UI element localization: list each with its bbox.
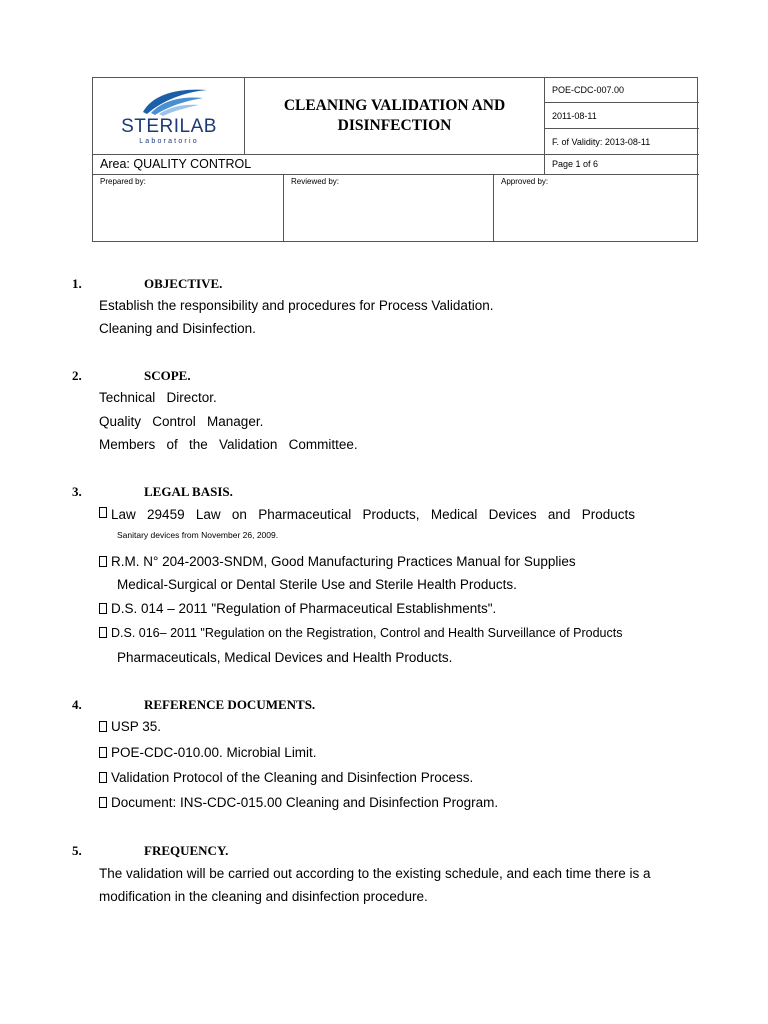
objective-line: Establish the responsibility and procedures for Process Validation. (99, 298, 494, 313)
legal-item-subnote: Sanitary devices from November 26, 2009. (117, 530, 279, 540)
validity-date: F. of Validity: 2013-08-11 (552, 136, 651, 147)
section-title-legal-basis: LEGAL BASIS. (144, 484, 233, 499)
prepared-by-cell: Prepared by: (93, 175, 284, 241)
checkbox-bullet-icon (99, 797, 107, 808)
scope-line: Quality Control Manager. (99, 414, 264, 429)
legal-item (99, 626, 622, 640)
legal-item (99, 601, 496, 616)
reference-item-text: POE-CDC-010.00. Microbial Limit. (111, 745, 317, 760)
reference-item (99, 719, 161, 734)
reference-item (99, 795, 498, 810)
title-line-1: CLEANING VALIDATION AND (283, 97, 506, 114)
legal-item (99, 554, 576, 569)
page-number: Page 1 of 6 (552, 159, 599, 169)
checkbox-bullet-icon (99, 721, 107, 732)
section-title-frequency: FREQUENCY. (144, 843, 229, 858)
scope-line: Technical Director. (99, 390, 217, 405)
section-number: 4. (72, 697, 82, 712)
section-title-objective: OBJECTIVE. (144, 276, 223, 291)
section-title-scope: SCOPE. (144, 368, 191, 383)
frequency-line: modification in the cleaning and disinfection procedure. (99, 889, 428, 904)
legal-item-text: D.S. 016– 2011 "Regulation on the Registration, Control and Health Surveillance of Products (111, 626, 623, 640)
legal-item-text: R.M. N° 204-2003-SNDM, Good Manufacturing Practices Manual for Supplies (111, 554, 576, 569)
objective-line: Cleaning and Disinfection. (99, 321, 256, 336)
legal-item-continuation: Medical-Surgical or Dental Sterile Use and Sterile Health Products. (117, 577, 517, 592)
section-number: 5. (72, 843, 82, 858)
checkbox-bullet-icon (99, 772, 107, 783)
section-number: 3. (72, 484, 82, 499)
checkbox-bullet-icon (99, 507, 107, 518)
frequency-line: The validation will be carried out according to the existing schedule, and each time there is a (99, 866, 651, 881)
reference-item (99, 770, 473, 785)
document-header (92, 77, 698, 242)
area-row (93, 154, 699, 175)
section-title-reference-documents: REFERENCE DOCUMENTS. (144, 697, 316, 712)
reference-item (99, 745, 317, 760)
legal-item (99, 507, 635, 522)
logo-name: STERILAB (121, 116, 217, 137)
reference-item-text: USP 35. (111, 719, 162, 734)
checkbox-bullet-icon (99, 747, 107, 758)
legal-item-text: Law 29459 Law on Pharmaceutical Products, Medical Devices and Products (111, 507, 635, 522)
area-label: Area: QUALITY CONTROL (93, 155, 545, 174)
checkbox-bullet-icon (99, 603, 107, 614)
document-title (245, 78, 545, 154)
section-number: 2. (72, 368, 82, 383)
document-date: 2011-08-11 (545, 103, 699, 129)
checkbox-bullet-icon (99, 556, 107, 567)
scope-line: Members of the Validation Committee. (99, 437, 358, 452)
legal-item-continuation: Pharmaceuticals, Medical Devices and Health Products. (117, 650, 453, 665)
title-line-2: DISINFECTION (337, 117, 452, 134)
logo-subtitle: Laboratorio (139, 138, 199, 145)
reference-item-text: Validation Protocol of the Cleaning and Disinfection Process. (111, 770, 474, 785)
document-code: POE-CDC-007.00 (545, 78, 699, 103)
reviewed-by-cell: Reviewed by: (284, 175, 494, 241)
legal-item-text: D.S. 014 – 2011 "Regulation of Pharmaceutical Establishments". (111, 601, 497, 616)
approved-by-cell: Approved by: (501, 177, 549, 186)
checkbox-bullet-icon (99, 627, 107, 638)
section-number: 1. (72, 276, 82, 291)
reference-item-text: Document: INS-CDC-015.00 Cleaning and Disinfection Program. (111, 795, 499, 810)
sterilab-logo-icon (123, 86, 215, 116)
logo-cell (93, 78, 245, 154)
